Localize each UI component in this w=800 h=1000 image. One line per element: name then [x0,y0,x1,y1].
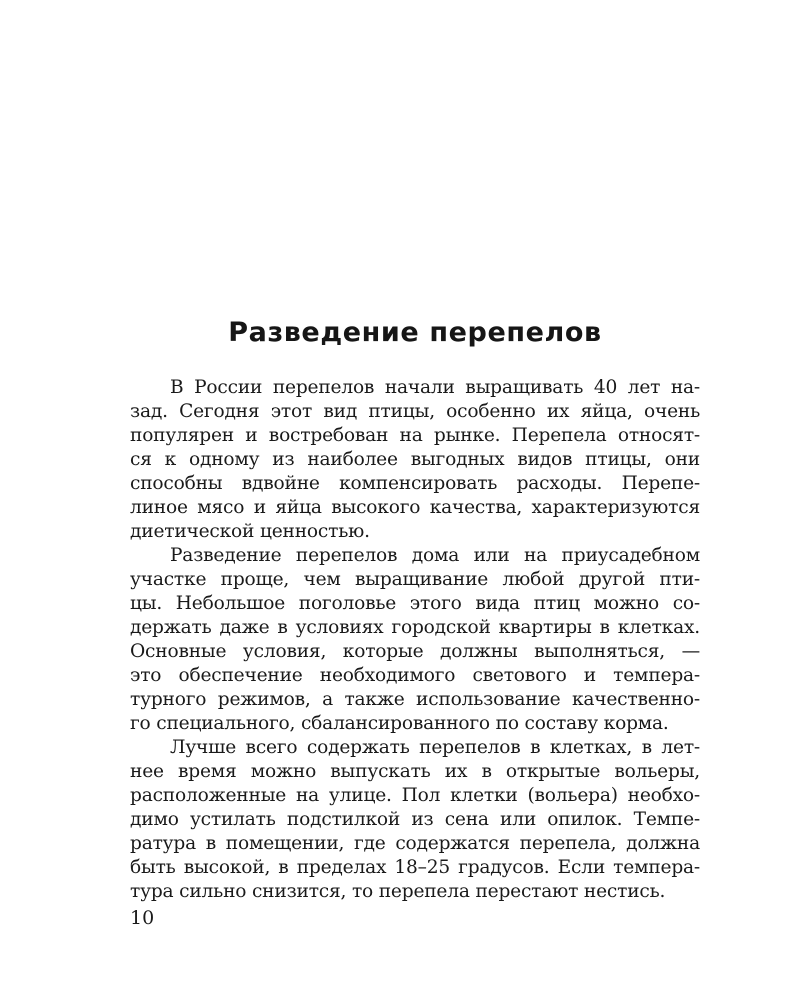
paragraph [130,544,700,736]
text-line: способны вдвойне компенсировать расходы. Перепе- [130,473,700,494]
text-line: тура сильно снизится, то перепела перестают нестись. [130,881,666,902]
paragraph [130,376,700,544]
text-line: димо устилать подстилкой из сена или опилок. Темпе- [130,809,700,830]
text-line: Лучше всего содержать перепелов в клетках, в лет- [170,737,700,758]
text-line: го специального, сбалансированного по составу корма. [130,713,669,734]
chapter-title: Разведение перепелов [228,317,602,348]
text-line: Основные условия, которые должны выполняться, — [130,641,700,662]
text-line: линое мясо и яйца высокого качества, характеризуются [130,497,700,518]
text-line: расположенные на улице. Пол клетки (вольера) необхо- [130,785,700,806]
body-text [130,376,700,904]
text-line: зад. Сегодня этот вид птицы, особенно их яйца, очень [130,401,700,422]
text-line: диетической ценностью. [130,521,370,542]
paragraph [130,736,700,904]
text-line: это обеспечение необходимого светового и темпера- [130,665,700,686]
text-line: ратура в помещении, где содержатся перепела, должна [130,833,700,854]
page-number: 10 [130,907,155,929]
text-line: цы. Небольшое поголовье этого вида птиц можно со- [130,593,700,614]
text-line: популярен и востребован на рынке. Перепела относят- [130,425,700,446]
text-line: нее время можно выпускать их в открытые вольеры, [130,761,700,782]
text-line: ся к одному из наиболее выгодных видов птицы, они [130,449,700,470]
text-line: быть высокой, в пределах 18–25 градусов. Если темпера- [130,857,700,878]
text-line: участке проще, чем выращивание любой другой пти- [130,569,700,590]
text-line: держать даже в условиях городской квартиры в клетках. [130,617,700,638]
text-line: Разведение перепелов дома или на приусадебном [170,545,700,566]
text-line: турного режимов, а также использование качественно- [130,689,700,710]
text-line: В России перепелов начали выращивать 40 лет на- [170,377,700,398]
